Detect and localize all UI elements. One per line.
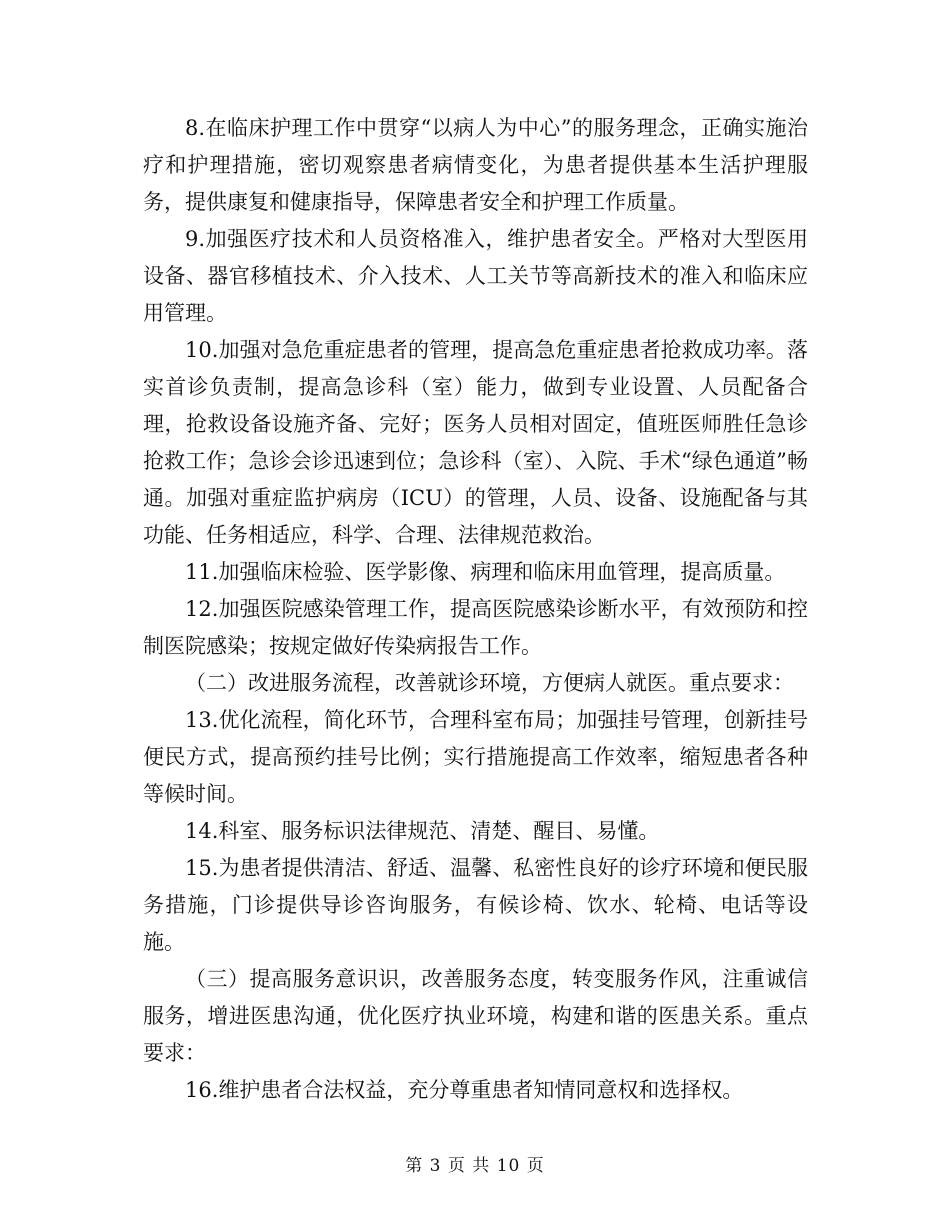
paragraph-item-12: 12.加强医院感染管理工作，提高医院感染诊断水平，有效预防和控制医院感染；按规定做好传染病报告工作。 — [143, 597, 808, 658]
section-heading-2: （二）改进服务流程，改善就诊环境，方便病人就医。重点要求： — [185, 671, 794, 695]
paragraph-item-14: 14.科室、服务标识法律规范、清楚、醒目、易懂。 — [185, 819, 660, 843]
paragraph-item-16: 16.维护患者合法权益，充分尊重患者知情同意权和选择权。 — [185, 1078, 744, 1102]
paragraph-item-11: 11.加强临床检验、医学影像、病理和临床用血管理，提高质量。 — [185, 560, 786, 584]
section-heading-3: （三）提高服务意识识，改善服务态度，转变服务作风，注重诚信服务，增进医患沟通，优化医疗执业环境，构建和谐的医患关系。重点要求： — [143, 967, 808, 1065]
paragraph-item-13: 13.优化流程，简化环节，合理科室布局；加强挂号管理，创新挂号便民方式，提高预约挂号比例；实行措施提高工作效率，缩短患者各种等候时间。 — [143, 708, 808, 806]
paragraph-item-9: 9.加强医疗技术和人员资格准入，维护患者安全。严格对大型医用设备、器官移植技术、介入技术、人工关节等高新技术的准入和临床应用管理。 — [143, 227, 808, 325]
paragraph-item-8: 8.在临床护理工作中贯穿“以病人为中心”的服务理念，正确实施治疗和护理措施，密切观察患者病情变化，为患者提供基本生活护理服务，提供康复和健康指导，保障患者安全和护理工作质量。 — [143, 116, 808, 214]
paragraph-item-15: 15.为患者提供清洁、舒适、温馨、私密性良好的诊疗环境和便民服务措施，门诊提供导诊咨询服务，有候诊椅、饮水、轮椅、电话等设施。 — [143, 856, 808, 954]
paragraph-item-10: 10.加强对急危重症患者的管理，提高急危重症患者抢救成功率。落实首诊负责制，提高急诊科（室）能力，做到专业设置、人员配备合理，抢救设备设施齐备、完好；医务人员相对固定，值班医师胜任急诊抢救工作；急诊会诊迅速到位；急诊科（室）、入院、手术“绿色通道”畅通。加强对重症监护病房（ICU）的管理，人员、设备、设施配备与其功能、任务相适应，科学、合理、法律规范救治。 — [143, 338, 808, 547]
document-body — [143, 110, 808, 1109]
page-footer: 第 3 页 共 10 页 — [405, 1156, 545, 1176]
